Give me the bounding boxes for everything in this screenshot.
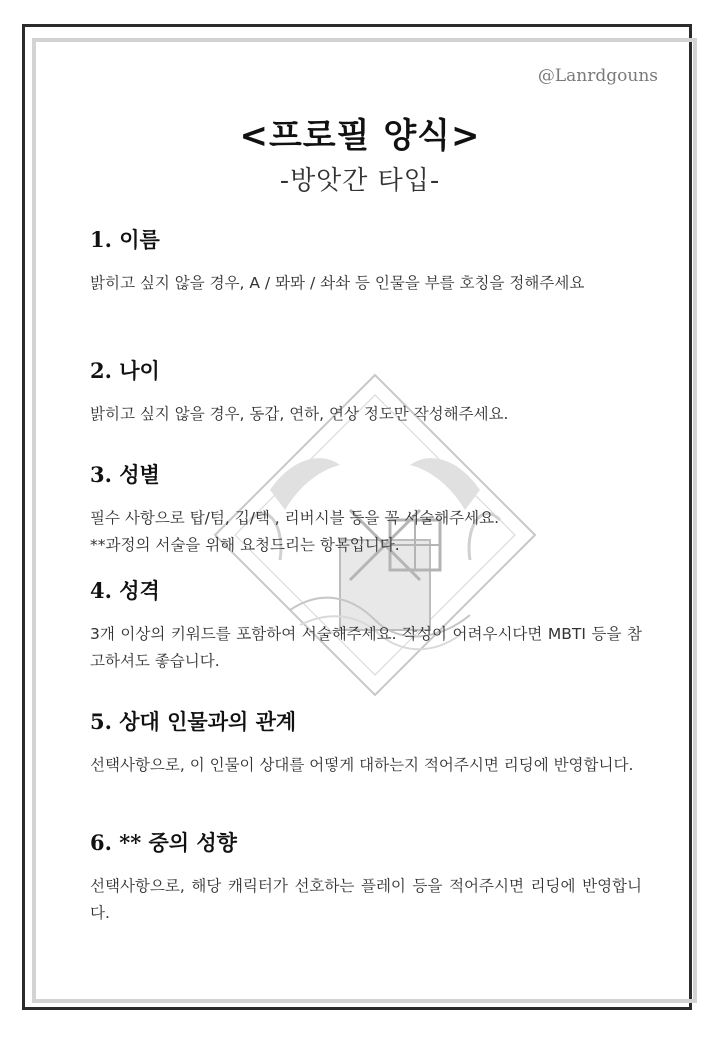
section-relationship: [90, 708, 642, 779]
section-heading: 6. ** 중의 성향: [90, 830, 237, 855]
page-subtitle: -방앗간 타입-: [279, 166, 441, 196]
section-preference: [90, 829, 642, 927]
section-age: [90, 357, 642, 428]
section-gender: [90, 461, 642, 559]
section-body: 밝히고 싶지 않을 경우, A / 뫄뫄 / 솨솨 등 인물을 부를 호칭을 정해주세요: [90, 274, 585, 292]
section-personality: [90, 577, 642, 675]
section-body: 필수 사항으로 탑/텀, 깁/텍 , 리버시블 등을 꼭 서술해주세요. **과정의 서술을 위해 요청드리는 항목입니다.: [90, 509, 500, 554]
section-name: [90, 226, 642, 297]
section-heading: 1. 이름: [90, 227, 160, 252]
page-title: <프로필 양식>: [239, 116, 481, 156]
section-body: 선택사항으로, 이 인물이 상대를 어떻게 대하는지 적어주시면 리딩에 반영합니다.: [90, 756, 634, 774]
section-body: 3개 이상의 키워드를 포함하여 서술해주세요. 작성이 어려우시다면 MBTI 등을 참고하셔도 좋습니다.: [90, 625, 642, 670]
section-body: 밝히고 싶지 않을 경우, 동갑, 연하, 연상 정도만 작성해주세요.: [90, 405, 509, 423]
section-heading: 3. 성별: [90, 462, 160, 487]
section-body: 선택사항으로, 해당 캐릭터가 선호하는 플레이 등을 적어주시면 리딩에 반영합니다.: [90, 877, 642, 922]
author-credit: @Lanrdgouns: [537, 66, 658, 86]
section-heading: 5. 상대 인물과의 관계: [90, 709, 297, 734]
section-heading: 2. 나이: [90, 358, 160, 383]
section-heading: 4. 성격: [90, 578, 160, 603]
